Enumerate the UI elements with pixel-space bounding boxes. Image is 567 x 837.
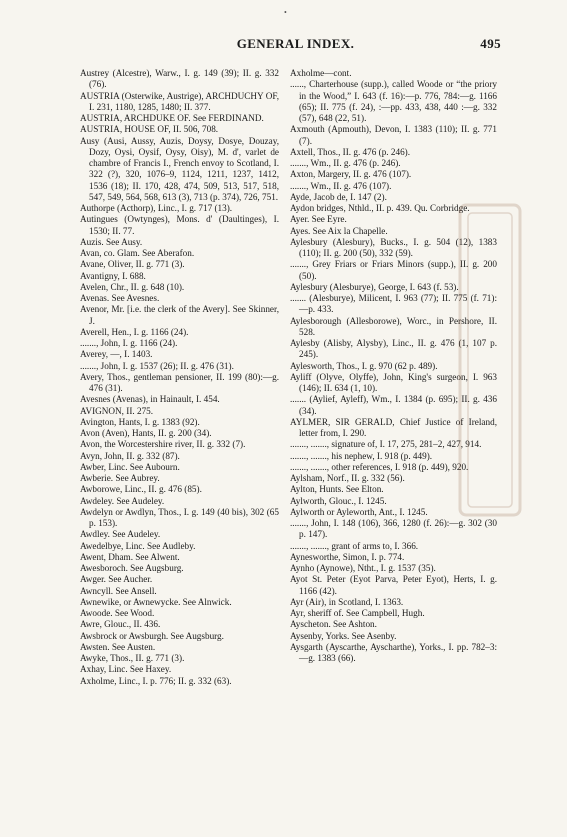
index-entry: Ayscheton. See Ashton.: [290, 619, 377, 630]
index-entry: Aylsham, Norf., II. g. 332 (56).: [290, 473, 405, 483]
index-entry: Ayer. See Eyre.: [290, 214, 347, 225]
index-entry: Averey, —, I. 1403.: [80, 349, 153, 360]
index-entry: Avenor, Mr. [i.e. the clerk of the Avery]. See Skinner, J.: [80, 304, 279, 326]
index-entry: Ayr, sheriff of. See Campbell, Hugh.: [290, 608, 425, 618]
index-entry: ......, Charterhouse (supp.), called Woode or “the priory in the Wood,” I. 643 (f. 16):—p. 776, 784:—g. 1166 (65); II. 775 (f. 24), :—pp. 433, 438, 440 :—g. 332 (57), 648 (22, 51).: [290, 79, 497, 123]
index-entry: Axton, Margery, II. g. 476 (107).: [290, 169, 412, 180]
index-entry: Awyke, Thos., II. g. 771 (3).: [80, 653, 185, 663]
index-entry: ......., ......., grant of arms to, I. 366.: [290, 540, 419, 551]
index-entry: AYLMER, SIR GERALD, Chief Justice of Ireland, letter from, I. 290.: [290, 416, 497, 438]
index-entry: ......., ......., his nephew, I. 918 (p. 449).: [290, 450, 433, 461]
index-entry: Avane, Oliver, II. g. 771 (3).: [80, 259, 185, 270]
index-entry: Avan, co. Glam. See Aberafon.: [80, 248, 195, 258]
index-entry: Ayr (Air), in Scotland, I. 1363.: [290, 596, 404, 607]
index-entry: ....... (Alesburye), Milicent, I. 963 (77); II. 775 (f. 71):—p. 433.: [290, 293, 497, 315]
index-entry: Avenas. See Avesnes.: [80, 293, 160, 303]
index-entry: Avington, Hants, I. g. 1383 (92).: [80, 416, 200, 427]
index-entry: Aylworth, Glouc., I. 1245.: [290, 495, 387, 506]
index-entry: ......., Grey Friars or Friars Minors (supp.), II. g. 200 (50).: [290, 259, 497, 281]
index-entry: Awdeley. See Audeley.: [80, 495, 165, 506]
index-entry: AUSTRIA, HOUSE OF, II. 506, 708.: [80, 124, 219, 135]
index-entry: Averell, Hen., I. g. 1166 (24).: [80, 326, 189, 337]
index-entry: Avon, the Worcestershire river, II. g. 332 (7).: [80, 439, 246, 450]
index-entry: ......., John, I. 148 (106), 366, 1280 (f. 26):—g. 302 (30 p. 147).: [290, 518, 497, 540]
index-entry: Awnewike, or Awnewycke. See Alnwick.: [80, 596, 232, 607]
index-entry: Austrey (Alcestre), Warw., I. g. 149 (39); II. g. 332 (76).: [80, 68, 279, 90]
index-entry: ......., Wm., II. g. 476 (107).: [290, 180, 392, 191]
index-entry: Ayde, Jacob de, I. 147 (2).: [290, 191, 387, 202]
index-entry: Awent, Dham. See Alwent.: [80, 551, 180, 562]
index-entry: Awoode. See Wood.: [80, 608, 155, 618]
index-entry: Awsten. See Austen.: [80, 641, 156, 652]
index-entry: Awesboroch. See Augsburg.: [80, 563, 184, 573]
index-entry: Autingues (Owtynges), Mons. d' (Daultinges), I. 1530; II. 77.: [80, 214, 279, 236]
index-entry: Awger. See Aucher.: [80, 574, 153, 585]
index-entry: Ayes. See Aix la Chapelle.: [290, 225, 388, 236]
index-entry: AVIGNON, II. 275.: [80, 405, 154, 416]
index-entry: ......., John, I. g. 1537 (26); II. g. 476 (31).: [80, 360, 234, 371]
index-entry: Awberie. See Aubrey.: [80, 473, 160, 483]
index-entry: Avelen, Chr., II. g. 648 (10).: [80, 281, 185, 292]
index-entry: Aylesbury (Alesbury), Bucks., I. g. 504 (12), 1383 (110); II. g. 200 (50), 332 (59).: [290, 236, 497, 258]
index-entry: Ayot St. Peter (Eyot Parva, Peter Eyot), Herts, I. g. 1166 (42).: [290, 574, 497, 596]
index-entry: Aysgarth (Ayscarthe, Ayscharthe), Yorks., I. pp. 782–3:—g. 1383 (66).: [290, 641, 497, 663]
index-entry: Axholme, Linc., I. p. 776; II. g. 332 (63).: [80, 675, 232, 686]
index-entry: Avantigny, I. 688.: [80, 270, 146, 281]
index-entry: Aylworth or Ayleworth, Ant., I. 1245.: [290, 506, 428, 517]
index-entry: Aynho (Aynowe), Ntht., I. g. 1537 (35).: [290, 563, 436, 573]
index-entry: Axholme—cont.: [290, 68, 352, 78]
index-entry: Aylesbury (Alesburye), George, I. 643 (f. 53).: [290, 281, 459, 292]
index-entry: AUSTRIA, ARCHDUKE OF. See FERDINAND.: [80, 113, 264, 123]
index-entry: Aydon bridges, Nthld., II. p. 439. Qu. Corbridge.: [290, 203, 470, 213]
index-entry: Awborowe, Linc., II. g. 476 (85).: [80, 484, 202, 495]
index-entry: Aylesworth, Thos., I. g. 970 (62 p. 489).: [290, 360, 438, 371]
index-entry: Avon (Aven), Hants, II. g. 200 (34).: [80, 428, 212, 438]
index-entry: Aysenby, Yorks. See Asenby.: [290, 630, 397, 641]
page-header: [90, 36, 501, 56]
index-entry: Auzis. See Ausy.: [80, 236, 143, 247]
index-entry: Aynesworthe, Simon, I. p. 774.: [290, 551, 405, 562]
index-entry: Axtell, Thos., II. g. 476 (p. 246).: [290, 146, 411, 157]
index-entry: Aylesborough (Allesborowe), Worc., in Pershore, II. 528.: [290, 315, 497, 337]
page-number: 495: [480, 36, 501, 51]
index-entry: ....... (Aylief, Ayleff), Wm., I. 1384 (p. 695); II. g. 436 (34).: [290, 394, 497, 416]
index-entry: Awber, Linc. See Aubourn.: [80, 461, 180, 472]
index-entry: ......., ......., other references, I. 918 (p. 449), 920.: [290, 461, 469, 472]
index-entry: Axmouth (Apmouth), Devon, I. 1383 (110); II. g. 771 (7).: [290, 124, 497, 146]
index-entry: Avery, Thos., gentleman pensioner, II. 199 (80):—g. 476 (31).: [80, 371, 279, 393]
index-entry: Authorpe (Acthorp), Linc., I. g. 717 (13).: [80, 203, 233, 213]
index-entry: Ausy (Ausi, Aussy, Auzis, Doysy, Dosye, Douzay, Dozy, Oysi, Oysif, Oysy, Oisy), M. d', varlet de chambre of Francis I., French envoy to Scotland, I. 322 (?), 320, 1076–9, 1124, 1211, 1237, 1412, 1536 (18); II. 170, 428, 474, 509, 513, 517, 518, 547, 549, 564, 568, 613 (3), 713 (p. 374), 726, 751.: [80, 135, 279, 202]
index-entry: ......., Wm., II. g. 476 (p. 246).: [290, 158, 401, 168]
page-title: GENERAL INDEX.: [236, 36, 355, 51]
index-entry: ......., John, I. g. 1166 (24).: [80, 338, 178, 348]
index-entry: Awncyll. See Ansell.: [80, 585, 157, 596]
index-entry: Awre, Glouc., II. 436.: [80, 619, 161, 630]
index-entry: Awedelbye, Linc. See Audleby.: [80, 540, 196, 551]
index-entry: Awsbrock or Awsburgh. See Augsburg.: [80, 630, 224, 641]
index-entry: Aylton, Hunts. See Elton.: [290, 484, 384, 495]
left-column: [80, 68, 279, 687]
library-watermark-stamp: [455, 200, 525, 520]
index-entry: Awdelyn or Awdlyn, Thos., I. g. 149 (40 bis), 302 (65 p. 153).: [80, 506, 279, 528]
index-entry: Avyn, John, II. g. 332 (87).: [80, 450, 180, 461]
index-entry: Axhay, Linc. See Haxey.: [80, 664, 172, 675]
index-entry: Avesnes (Avenas), in Hainault, I. 454.: [80, 394, 220, 405]
index-entry: AUSTRIA (Osterwike, Austrige), ARCHDUCHY OF, I. 231, 1180, 1285, 1480; II. 377.: [80, 90, 279, 112]
index-entry: Awdley. See Audeley.: [80, 529, 161, 540]
index-entry: Ayliff (Olyve, Olyffe), John, King's surgeon, I. 963 (146); II. 634 (1, 10).: [290, 371, 497, 393]
index-entry: ......., ......., signature of, I. 17, 275, 281–2, 427, 914.: [290, 439, 482, 450]
index-entry: Aylesby (Alisby, Alysby), Linc., II. g. 476 (1, 107 p. 245).: [290, 338, 497, 360]
top-mark: •: [284, 8, 287, 17]
